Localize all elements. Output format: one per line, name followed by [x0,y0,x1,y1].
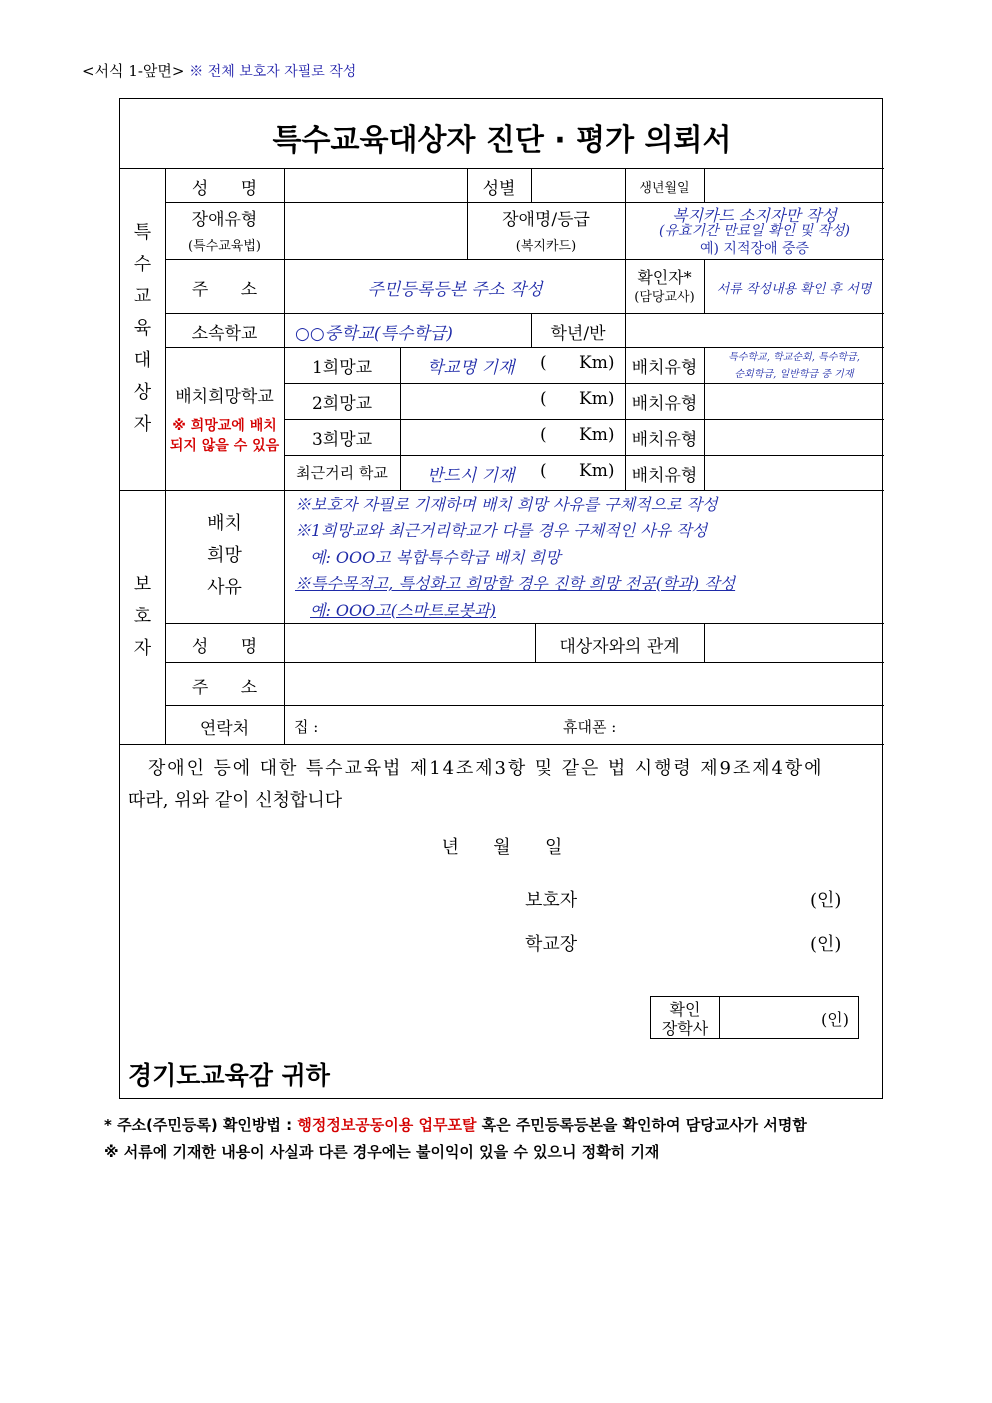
choice-1-type-label: 배치유형 [631,358,698,378]
disability-grade-sub: (복지카드) [515,239,577,254]
choice-2-type-field[interactable] [705,384,883,418]
guardian-section-label: 보 호 자 [133,574,152,659]
disability-type-field[interactable] [285,203,466,259]
header-note: ※ 전체 보호자 자필로 작성 [189,64,357,80]
mobile-phone-label[interactable]: 휴대폰 : [563,718,617,736]
reason-example-2: 예: OOO고(스마트로봇과) [310,601,496,620]
home-phone-label[interactable]: 집 : [294,718,319,736]
contact-label: 연락처 [199,719,250,739]
form-header [82,60,356,81]
statement-line-1: 장애인 등에 대한 특수교육법 제14조제3항 및 같은 법 시행령 제9조제4항에 [148,758,824,779]
form-title: 특수교육대상자 진단 · 평가 의뢰서 [272,123,732,158]
placement-warning-1: ※ 희망교에 배치 [172,418,277,434]
school-label: 소속학교 [191,324,258,344]
disability-type-label: 장애유형 [191,210,258,230]
nearest-school-note: 반드시 기재 [427,466,515,486]
principal-seal[interactable]: (인) [810,934,842,955]
choice-1-km: ( Km) [540,353,615,373]
reason-example-1: 예: OOO고 복합특수학급 배치 희망 [310,548,561,567]
recipient: 경기도교육감 귀하 [128,1061,330,1090]
choice-2-type-label: 배치유형 [631,394,698,414]
footnote-2: ※ 서류에 기재한 내용이 사실과 다른 경우에는 불이익이 있을 수 있으니 정확히 기재 [104,1143,660,1161]
student-section-label: 특 수 교 육 대 상 자 [133,222,152,435]
choice-3-km: ( Km) [540,425,615,445]
date-line: 년 월 일 [441,837,563,858]
reason-label: 배치 희망 사유 [207,513,242,598]
placement-warning-2: 되지 않을 수 있음 [169,438,280,454]
address-note: 주민등록등본 주소 작성 [367,280,543,300]
supervisor-box [650,996,859,1039]
placement-type-note-2: 순회학급, 일반학급 중 기재 [734,369,854,380]
disability-type-sub: (특수교육법) [188,239,261,254]
nearest-km: ( Km) [540,461,615,481]
school-note: ○○중학교(특수학급) [295,324,453,344]
supervisor-label-1: 확인 [669,1000,701,1019]
confirmer-sub: (담당교사) [634,290,695,305]
birth-field[interactable] [705,169,883,202]
placement-label: 배치희망학교 [175,387,274,407]
relation-label: 대상자와의 관계 [559,637,680,657]
placement-type-note-1: 특수학교, 학교순회, 특수학급, [728,352,860,363]
relation-field[interactable] [705,624,883,662]
gender-field[interactable] [532,169,624,202]
gender-label: 성별 [482,179,516,199]
guardian-name-field[interactable] [285,624,534,662]
nearest-school-label: 최근거리 학교 [296,464,388,482]
confirmer-note: 서류 작성내용 확인 후 서명 [716,282,872,297]
form-number: <서식 1-앞면> [82,62,185,80]
welfare-note-2: (유효기간 만료일 확인 및 작성) [658,223,850,239]
guardian-seal[interactable]: (인) [810,890,842,911]
choice-3-label: 3희망교 [311,430,373,450]
grade-label: 학년/반 [550,324,606,344]
footnote-1-highlight: 행정정보공동이용 업무포탈 [297,1116,477,1134]
reason-note-2: ※1희망교와 최근거리학교가 다를 경우 구체적인 사유 작성 [295,521,708,540]
welfare-note-1: 복지카드 소지자만 작성 [672,206,837,225]
guardian-address-field[interactable] [285,663,883,705]
guardian-address-label: 주 소 [191,678,258,698]
footnote-1: * 주소(주민등록) 확인방법 : 행정정보공동이용 업무포탈 혹은 주민등록등본을 확인하여 담당교사가 서명함 [104,1116,807,1134]
grade-field[interactable] [626,314,883,347]
choice-1-label: 1희망교 [311,358,373,378]
statement-line-2: 따라, 위와 같이 신청합니다 [128,790,343,811]
supervisor-seal[interactable]: (인) [821,1010,849,1029]
application-form [119,98,883,1099]
choice-2-km: ( Km) [540,389,615,409]
nearest-type-field[interactable] [705,456,883,490]
welfare-note-3: 예) 지적장애 중증 [699,241,810,257]
choice-3-type-field[interactable] [705,420,883,454]
reason-note-3: ※특수목적고, 특성화고 희망할 경우 진학 희망 전공(학과) 작성 [295,574,736,593]
choice-3-type-label: 배치유형 [631,430,698,450]
disability-grade-label: 장애명/등급 [502,210,590,230]
choice-1-school: 학교명 기재 [427,358,515,378]
student-name-label: 성 명 [191,179,258,199]
principal-sign-label: 학교장 [525,934,578,955]
nearest-type-label: 배치유형 [631,466,698,486]
guardian-name-label: 성 명 [191,637,258,657]
choice-2-label: 2희망교 [311,394,373,414]
address-label: 주 소 [191,280,258,300]
confirmer-label: 확인자* [637,268,692,287]
birth-label: 생년월일 [639,181,690,196]
student-name-field[interactable] [285,169,466,202]
supervisor-label-2: 장학사 [661,1019,709,1038]
reason-note-1: ※보호자 자필로 기재하며 배치 희망 사유를 구체적으로 작성 [295,495,718,514]
guardian-sign-label: 보호자 [525,890,578,911]
